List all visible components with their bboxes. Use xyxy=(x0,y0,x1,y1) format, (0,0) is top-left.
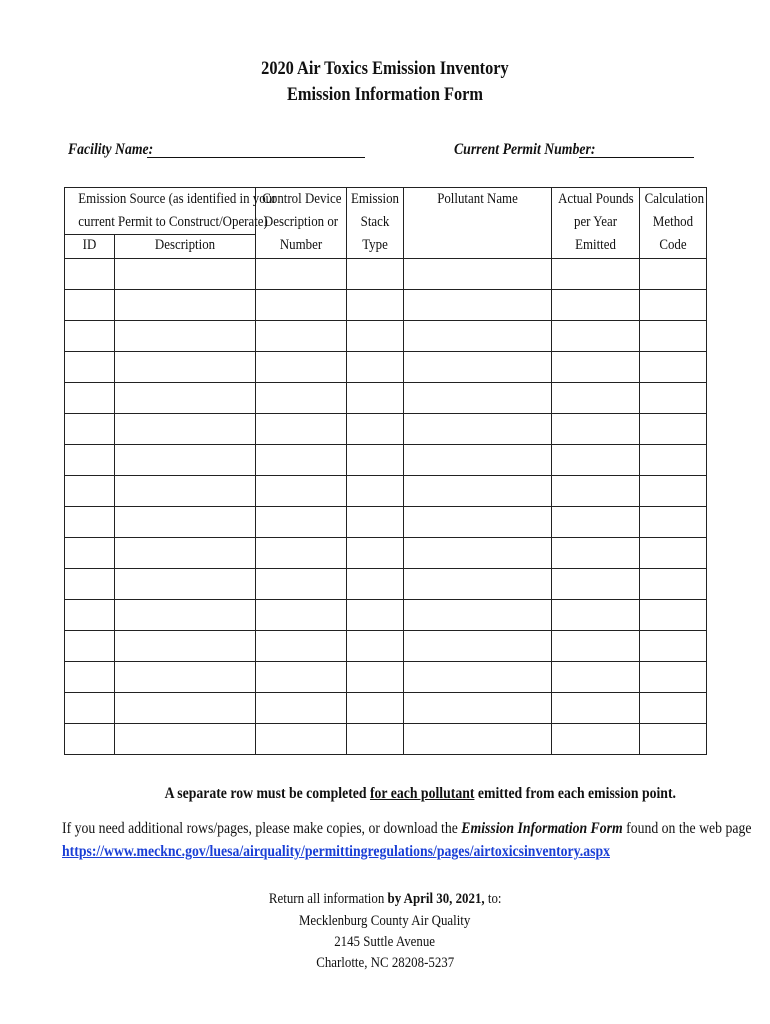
address-street-text: 2145 Suttle Avenue xyxy=(334,934,436,950)
form-title xyxy=(0,58,770,80)
header-method-line2: Method xyxy=(652,214,694,230)
method-code-cell[interactable] xyxy=(640,600,707,631)
pounds-cell[interactable] xyxy=(552,662,640,693)
table-row xyxy=(65,631,707,662)
header-pounds-line1: Actual Pounds xyxy=(558,191,634,207)
method-code-cell[interactable] xyxy=(640,290,707,321)
id-cell[interactable] xyxy=(65,383,115,414)
control-device-cell[interactable] xyxy=(256,352,347,383)
id-cell[interactable] xyxy=(65,321,115,352)
header-pounds-line2: per Year xyxy=(574,214,618,230)
stack-type-cell[interactable] xyxy=(347,476,404,507)
pollutant-cell[interactable] xyxy=(404,631,552,662)
control-device-cell[interactable] xyxy=(256,693,347,724)
stack-type-cell[interactable] xyxy=(347,693,404,724)
method-code-cell[interactable] xyxy=(640,352,707,383)
description-cell[interactable] xyxy=(115,414,256,445)
control-device-cell[interactable] xyxy=(256,662,347,693)
header-pollutant-text: Pollutant Name xyxy=(437,191,518,207)
description-cell[interactable] xyxy=(115,352,256,383)
id-cell[interactable] xyxy=(65,693,115,724)
header-id-text: ID xyxy=(82,237,97,253)
id-cell[interactable] xyxy=(65,414,115,445)
header-method-line3: Code xyxy=(659,237,687,253)
header-calculation-method xyxy=(640,188,707,259)
control-device-cell[interactable] xyxy=(256,600,347,631)
pollutant-cell[interactable] xyxy=(404,321,552,352)
permit-number-field[interactable] xyxy=(579,157,694,158)
pounds-cell[interactable] xyxy=(552,600,640,631)
facility-name-label: Facility Name: xyxy=(68,141,154,158)
table-row xyxy=(65,445,707,476)
table-row xyxy=(65,600,707,631)
pounds-cell[interactable] xyxy=(552,383,640,414)
stack-type-cell[interactable] xyxy=(347,383,404,414)
info-form-name: Emission Information Form xyxy=(461,820,623,837)
control-device-cell[interactable] xyxy=(256,383,347,414)
description-cell[interactable] xyxy=(115,600,256,631)
id-cell[interactable] xyxy=(65,476,115,507)
header-stack-type xyxy=(347,188,404,259)
stack-type-cell[interactable] xyxy=(347,414,404,445)
control-device-cell[interactable] xyxy=(256,445,347,476)
header-pounds-line3: Emitted xyxy=(575,237,616,253)
table-row xyxy=(65,321,707,352)
method-code-cell[interactable] xyxy=(640,414,707,445)
method-code-cell[interactable] xyxy=(640,693,707,724)
pollutant-cell[interactable] xyxy=(404,290,552,321)
stack-type-cell[interactable] xyxy=(347,321,404,352)
header-control-line2: Description or xyxy=(263,214,339,230)
pounds-cell[interactable] xyxy=(552,569,640,600)
header-stack-line1: Emission xyxy=(351,191,400,207)
header-description xyxy=(115,235,256,259)
pounds-cell[interactable] xyxy=(552,538,640,569)
header-control-line3: Number xyxy=(279,237,323,253)
emission-table-body xyxy=(65,259,707,755)
pollutant-cell[interactable] xyxy=(404,352,552,383)
id-cell[interactable] xyxy=(65,724,115,755)
pollutant-cell[interactable] xyxy=(404,414,552,445)
control-device-cell[interactable] xyxy=(256,321,347,352)
pollutant-cell[interactable] xyxy=(404,476,552,507)
description-cell[interactable] xyxy=(115,321,256,352)
header-id xyxy=(65,235,115,259)
control-device-cell[interactable] xyxy=(256,631,347,662)
header-source-line1: Emission Source (as identified in your xyxy=(78,191,277,207)
control-device-cell[interactable] xyxy=(256,538,347,569)
description-cell[interactable] xyxy=(115,259,256,290)
permit-number-label: Current Permit Number: xyxy=(454,141,596,158)
table-row xyxy=(65,414,707,445)
control-device-cell[interactable] xyxy=(256,476,347,507)
return-deadline-date: by April 30, 2021, xyxy=(387,891,485,907)
stack-type-cell[interactable] xyxy=(347,290,404,321)
facility-name-field[interactable] xyxy=(147,157,365,158)
pollutant-row-note xyxy=(0,785,770,803)
pollutant-cell[interactable] xyxy=(404,693,552,724)
stack-type-cell[interactable] xyxy=(347,600,404,631)
pounds-cell[interactable] xyxy=(552,476,640,507)
description-cell[interactable] xyxy=(115,662,256,693)
description-cell[interactable] xyxy=(115,445,256,476)
control-device-cell[interactable] xyxy=(256,259,347,290)
description-cell[interactable] xyxy=(115,290,256,321)
table-row xyxy=(65,476,707,507)
stack-type-cell[interactable] xyxy=(347,569,404,600)
stack-type-cell[interactable] xyxy=(347,724,404,755)
id-cell[interactable] xyxy=(65,445,115,476)
method-code-cell[interactable] xyxy=(640,662,707,693)
description-cell[interactable] xyxy=(115,631,256,662)
method-code-cell[interactable] xyxy=(640,631,707,662)
control-device-cell[interactable] xyxy=(256,724,347,755)
pollutant-cell[interactable] xyxy=(404,724,552,755)
stack-type-cell[interactable] xyxy=(347,445,404,476)
table-row xyxy=(65,538,707,569)
pounds-cell[interactable] xyxy=(552,290,640,321)
table-row xyxy=(65,569,707,600)
address-organization xyxy=(0,913,770,930)
header-control-device xyxy=(256,188,347,259)
method-code-cell[interactable] xyxy=(640,445,707,476)
pounds-cell[interactable] xyxy=(552,352,640,383)
pollutant-cell[interactable] xyxy=(404,600,552,631)
table-row xyxy=(65,352,707,383)
pounds-cell[interactable] xyxy=(552,259,640,290)
pounds-cell[interactable] xyxy=(552,631,640,662)
table-row xyxy=(65,290,707,321)
note-text-underlined: for each pollutant xyxy=(369,785,475,802)
stack-type-cell[interactable] xyxy=(347,507,404,538)
header-source-line2: current Permit to Construct/Operate) xyxy=(78,214,268,230)
method-code-cell[interactable] xyxy=(640,569,707,600)
stack-type-cell[interactable] xyxy=(347,538,404,569)
id-cell[interactable] xyxy=(65,631,115,662)
description-cell[interactable] xyxy=(115,476,256,507)
description-cell[interactable] xyxy=(115,538,256,569)
address-organization-text: Mecklenburg County Air Quality xyxy=(299,913,471,929)
return-text-after: to: xyxy=(484,891,502,907)
table-row xyxy=(65,507,707,538)
pounds-cell[interactable] xyxy=(552,693,640,724)
form-subtitle xyxy=(0,84,770,106)
stack-type-cell[interactable] xyxy=(347,352,404,383)
table-row xyxy=(65,724,707,755)
method-code-cell[interactable] xyxy=(640,321,707,352)
method-code-cell[interactable] xyxy=(640,476,707,507)
download-instructions xyxy=(62,820,751,838)
stack-type-cell[interactable] xyxy=(347,631,404,662)
pollutant-cell[interactable] xyxy=(404,662,552,693)
description-cell[interactable] xyxy=(115,507,256,538)
pounds-cell[interactable] xyxy=(552,445,640,476)
id-cell[interactable] xyxy=(65,569,115,600)
info-text-before: If you need additional rows/pages, please make copies, or download the xyxy=(62,820,462,837)
method-code-cell[interactable] xyxy=(640,724,707,755)
id-cell[interactable] xyxy=(65,538,115,569)
id-cell[interactable] xyxy=(65,507,115,538)
pounds-cell[interactable] xyxy=(552,507,640,538)
header-actual-pounds xyxy=(552,188,640,259)
id-cell[interactable] xyxy=(65,259,115,290)
table-row xyxy=(65,383,707,414)
method-code-cell[interactable] xyxy=(640,259,707,290)
address-street xyxy=(0,934,770,951)
pounds-cell[interactable] xyxy=(552,321,640,352)
control-device-cell[interactable] xyxy=(256,414,347,445)
method-code-cell[interactable] xyxy=(640,383,707,414)
note-text-after: emitted from each emission point. xyxy=(474,785,676,802)
return-deadline xyxy=(0,891,770,908)
address-city xyxy=(0,955,770,972)
pollutant-cell[interactable] xyxy=(404,383,552,414)
pounds-cell[interactable] xyxy=(552,414,640,445)
table-row xyxy=(65,662,707,693)
pollutant-cell[interactable] xyxy=(404,538,552,569)
header-description-text: Description xyxy=(154,237,216,253)
header-stack-line3: Type xyxy=(362,237,388,253)
header-emission-source xyxy=(65,188,277,235)
inventory-web-link[interactable]: https://www.mecknc.gov/luesa/airquality/permittingregulations/pages/airtoxicsinventory.aspx xyxy=(62,843,610,860)
note-text-before: A separate row must be completed xyxy=(164,785,370,802)
header-pollutant-name xyxy=(404,188,552,259)
return-text-before: Return all information xyxy=(268,891,388,907)
description-cell[interactable] xyxy=(115,693,256,724)
table-row xyxy=(65,259,707,290)
header-method-line1: Calculation xyxy=(644,191,705,207)
control-device-cell[interactable] xyxy=(256,507,347,538)
form-title-text: 2020 Air Toxics Emission Inventory xyxy=(261,58,509,79)
stack-type-cell[interactable] xyxy=(347,662,404,693)
description-cell[interactable] xyxy=(115,724,256,755)
header-stack-line2: Stack xyxy=(360,214,390,230)
pollutant-cell[interactable] xyxy=(404,507,552,538)
description-cell[interactable] xyxy=(115,383,256,414)
form-subtitle-text: Emission Information Form xyxy=(286,84,484,105)
pollutant-cell[interactable] xyxy=(404,445,552,476)
info-text-after: found on the web page xyxy=(622,820,752,837)
description-cell[interactable] xyxy=(115,569,256,600)
id-cell[interactable] xyxy=(65,352,115,383)
method-code-cell[interactable] xyxy=(640,507,707,538)
id-cell[interactable] xyxy=(65,290,115,321)
stack-type-cell[interactable] xyxy=(347,259,404,290)
table-row xyxy=(65,693,707,724)
control-device-cell[interactable] xyxy=(256,290,347,321)
header-control-line1: Control Device xyxy=(262,191,342,207)
id-cell[interactable] xyxy=(65,600,115,631)
pollutant-cell[interactable] xyxy=(404,259,552,290)
pollutant-cell[interactable] xyxy=(404,569,552,600)
control-device-cell[interactable] xyxy=(256,569,347,600)
emission-table xyxy=(64,187,707,755)
pounds-cell[interactable] xyxy=(552,724,640,755)
address-city-text: Charlotte, NC 28208-5237 xyxy=(316,955,454,971)
id-cell[interactable] xyxy=(65,662,115,693)
method-code-cell[interactable] xyxy=(640,538,707,569)
